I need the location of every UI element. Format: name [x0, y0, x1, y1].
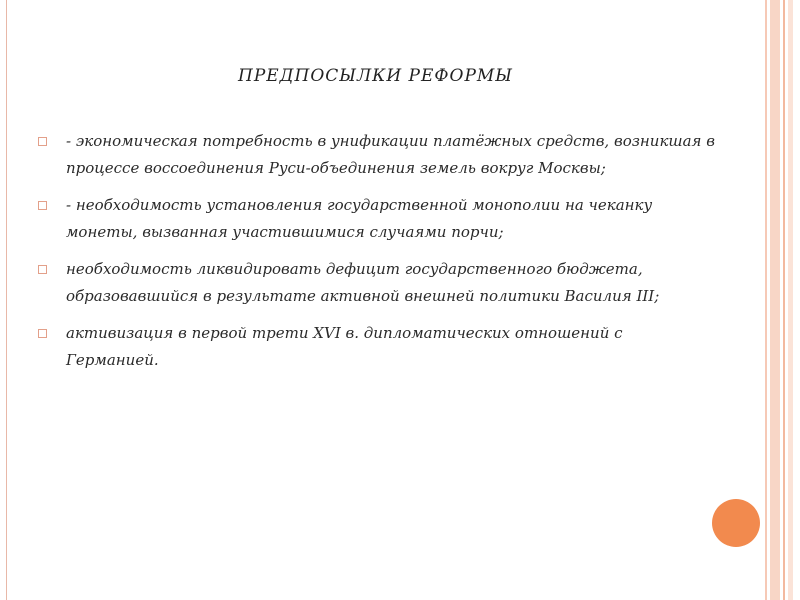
- bullet-list: [38, 128, 718, 384]
- bullet-square-icon: [38, 265, 47, 274]
- bullet-square-icon: [38, 201, 47, 210]
- bullet-square-icon: [38, 137, 47, 146]
- decorative-stripe: [788, 0, 793, 600]
- decorative-stripe: [783, 0, 785, 600]
- bullet-item: [38, 128, 718, 182]
- decorative-circle: [712, 499, 760, 547]
- bullet-item: [38, 192, 718, 246]
- decorative-stripe: [770, 0, 780, 600]
- bullet-square-icon: [38, 329, 47, 338]
- bullet-text: активизация в первой трети XVI в. дипломатических отношений с Германией.: [66, 324, 623, 369]
- left-frame-line: [6, 0, 7, 600]
- decorative-stripe: [765, 0, 767, 600]
- bullet-item: [38, 256, 718, 310]
- bullet-text: необходимость ликвидировать дефицит государственного бюджета, образовавшийся в результате активной внешней политики Василия III;: [66, 260, 660, 305]
- bullet-item: [38, 320, 718, 374]
- slide-title: ПРЕДПОСЫЛКИ РЕФОРМЫ: [238, 66, 514, 86]
- bullet-text: - необходимость установления государственной монополии на чеканку монеты, вызванная участившимися случаями порчи;: [66, 196, 653, 241]
- bullet-text: - экономическая потребность в унификации платёжных средств, возникшая в процессе воссоединения Руси-объединения земель вокруг Москвы;: [66, 132, 715, 177]
